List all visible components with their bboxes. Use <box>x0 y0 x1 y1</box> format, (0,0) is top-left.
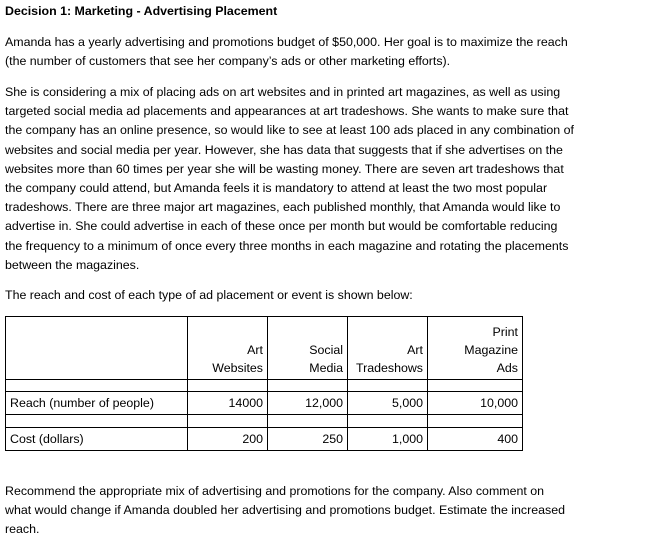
header-art-websites <box>188 317 268 380</box>
constraints-line: the company could attend, but Amanda feels it is mandatory to attend at least the two most popular <box>5 181 548 196</box>
header-art-tradeshows <box>348 317 428 380</box>
recommendation-line: what would change if Amanda doubled her advertising and promotions budget. Estimate the increased <box>5 503 565 518</box>
intro-paragraph <box>5 33 641 71</box>
reach-art-tradeshows: 5,000 <box>348 392 428 415</box>
header-line: Magazine <box>464 343 518 357</box>
constraints-paragraph <box>5 83 641 275</box>
header-line: Print <box>492 325 518 339</box>
cost-print-magazine-ads: 400 <box>428 428 523 451</box>
reach-print-magazine-ads: 10,000 <box>428 392 523 415</box>
reach-social-media: 12,000 <box>268 392 348 415</box>
header-empty-cell <box>6 317 188 380</box>
header-line: Tradeshows <box>355 361 423 375</box>
recommendation-paragraph <box>5 482 641 540</box>
intro-line: Amanda has a yearly advertising and promotions budget of $50,000. Her goal is to maximize the reach <box>5 35 568 49</box>
constraints-line: between the magazines. <box>5 257 140 272</box>
table-intro-line: The reach and cost of each type of ad placement or event is shown below: <box>5 288 413 302</box>
intro-line: (the number of customers that see her company’s ads or other marketing efforts). <box>5 54 451 69</box>
reach-art-websites: 14000 <box>188 392 268 415</box>
header-social-media <box>268 317 348 380</box>
constraints-line: She is considering a mix of placing ads on art websites and in printed art magazines, as well as using <box>5 85 561 99</box>
header-print-magazine-ads <box>428 317 523 380</box>
constraints-line: the company has an online presence, so would like to see at least 100 ads placed in any combination of <box>5 123 574 138</box>
header-line: Art <box>407 343 423 357</box>
row-label: Reach (number of people) <box>6 392 188 415</box>
table-intro-paragraph <box>5 286 641 305</box>
table-row-reach <box>6 392 523 415</box>
recommendation-line: reach. <box>5 522 40 537</box>
recommendation-line: Recommend the appropriate mix of advertising and promotions for the company. Also comment on <box>5 484 545 498</box>
header-line: Websites <box>212 361 263 375</box>
table-header-row <box>6 317 523 380</box>
constraints-line: tradeshows. There are three major art magazines, each published monthly, that Amanda would like to <box>5 200 561 215</box>
table-spacer-row <box>6 380 523 392</box>
header-line: Social <box>309 343 343 357</box>
constraints-line: targeted social media ad placements and appearances at art tradeshows. She wants to make sure that <box>5 104 569 119</box>
table-spacer-row <box>6 415 523 428</box>
reach-cost-table <box>5 316 523 451</box>
row-label: Cost (dollars) <box>6 428 188 451</box>
header-line: Art <box>247 343 263 357</box>
cost-art-tradeshows: 1,000 <box>348 428 428 451</box>
reach-cost-table-wrapper <box>5 316 523 451</box>
decision-heading: Decision 1: Marketing - Advertising Placement <box>5 4 278 18</box>
table-row-cost <box>6 428 523 451</box>
constraints-line: advertise in. She could advertise in each of these once per month but would be comfortable reducing <box>5 219 558 234</box>
constraints-line: websites more than 60 times per year she will be wasting money. There are seven art tradeshows that <box>5 161 564 176</box>
header-line: Media <box>309 361 343 375</box>
constraints-line: websites and social media per year. However, she has data that suggests that if she advertises on the <box>5 142 563 157</box>
cost-social-media: 250 <box>268 428 348 451</box>
header-line: Ads <box>496 361 518 375</box>
cost-art-websites: 200 <box>188 428 268 451</box>
constraints-line: the frequency to a minimum of once every three months in each magazine and rotating the placements <box>5 238 569 253</box>
